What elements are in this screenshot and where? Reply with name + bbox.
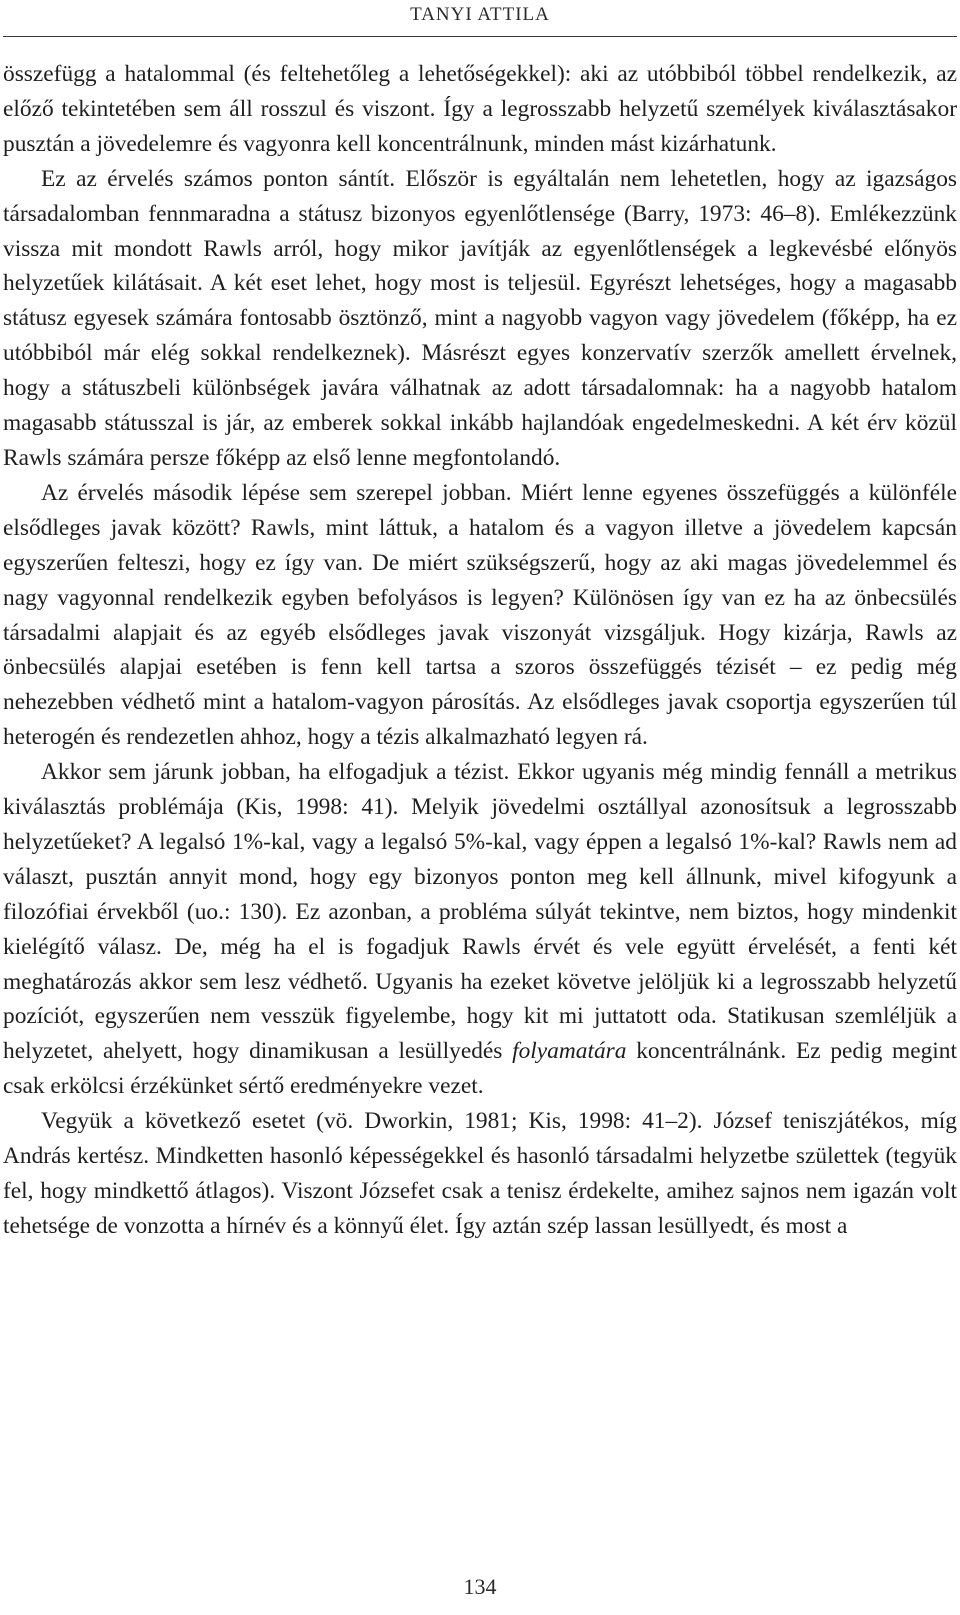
paragraph-4 bbox=[3, 755, 957, 1104]
paragraph-5: Vegyük a következő esetet (vö. Dworkin, 1981; Kis, 1998: 41–2). József teniszjátékos, míg András kertész. Mindketten hasonló képességekkel és hasonló társadalmi helyzetbe születtek (tegyük fel, hogy mindkettő átlagos). Viszont Józsefet csak a tenisz érdekelte, amihez sajnos nem igazán volt tehetsége de vonzotta a hírnév és a könnyű élet. Így aztán szép lassan lesüllyedt, és most a bbox=[3, 1108, 957, 1239]
paragraph-3: Az érvelés második lépése sem szerepel jobban. Miért lenne egyenes összefüggés a különféle elsődleges javak között? Rawls, mint láttuk, a hatalom és a vagyon illetve a jövedelem kapcsán egyszerűen felteszi, hogy ez így van. De miért szükségszerű, hogy az aki magas jövedelemmel és nagy vagyonnal rendelkezik egyben befolyásos is legyen? Különösen így van ez ha az önbecsülés társadalmi alapjait és az egyéb elsődleges javak viszonyát vizsgáljuk. Hogy kizárja, Rawls az önbecsülés alapjai esetében is fenn kell tartsa a szoros összefüggés tézisét – ez pedig még nehezebben védhető mint a hatalom-vagyon párosítás. Az elsődleges javak csoportja egyszerűen túl heterogén és rendezetlen ahhoz, hogy a tézis alkalmazható legyen rá. bbox=[3, 479, 957, 751]
paragraph-2: Ez az érvelés számos ponton sántít. Először is egyáltalán nem lehetetlen, hogy az igazságos társadalomban fennmaradna a státusz bizonyos egyenlőtlensége (Barry, 1973: 46–8). Emlékezzünk vissza mit mondott Rawls arról, hogy mikor javítják az egyenlőtlenségek a legkevésbé előnyös helyzetűek kilátásait. A két eset lehet, hogy most is teljesül. Egyrészt lehetséges, hogy a magasabb státusz egyesek számára fontosabb ösztönző, mint a nagyobb vagyon vagy jövedelem (főképp, ha ez utóbbiból már elég sokkal rendelkeznek). Másrészt egyes konzervatív szerzők amellett érvelnek, hogy a státuszbeli különbségek javára válhatnak az adott társadalomnak: ha a nagyobb hatalom magasabb státusszal is jár, az emberek sokkal inkább hajlandóak engedelmeskedni. A két érv közül Rawls számára persze főképp az első lenne megfontolandó. bbox=[3, 165, 957, 471]
running-head: TANYI ATTILA bbox=[410, 4, 550, 25]
body-text bbox=[3, 57, 957, 1244]
paragraph-1: összefügg a hatalommal (és feltehetőleg a lehetőségekkel): aki az utóbbiból többel rendelkezik, az előző tekintetében sem áll rosszul és viszont. Így a legrosszabb helyzetű személyek kiválasztásakor pusztán a jövedelemre és vagyonra kell koncentrálnunk, minden mást kizárhatunk. bbox=[3, 61, 957, 157]
page-number: 134 bbox=[463, 1574, 497, 1599]
paragraph-4-text: Akkor sem járunk jobban, ha elfogadjuk a tézist. Ekkor ugyanis még mindig fennáll a metrikus kiválasztás problémája (Kis, 1998: 41). Melyik jövedelmi osztállyal azonosítsuk a legrosszabb helyzetűeket? A legalsó 1%-kal, vagy a legalsó 5%-kal, vagy éppen a legalsó 1%-kal? Rawls nem ad választ, pusztán annyit mond, hogy egy bizonyos ponton meg kell állnunk, mivel kifogyunk a filozófiai érvekből (uo.: 130). Ez azonban, a probléma súlyát tekintve, nem biztos, hogy mindenkit kielégítő válasz. De, még ha el is fogadjuk Rawls érvét és vele együtt érvelését, a fenti két meghatározás akkor sem lesz védhető. Ugyanis ha ezeket követve jelöljük ki a legrosszabb helyzetű pozíciót, egyszerűen nem vesszük figyelembe, hogy kit mi juttatott oda. Statikusan szemléljük a helyzetet, ahelyett, hogy dinamikusan a lesüllyedés bbox=[3, 759, 957, 1065]
emphasis-folyamatara: folyamatára bbox=[512, 1038, 627, 1065]
header-rule bbox=[3, 36, 957, 37]
paragraph-4-tail: koncentrálnánk. Ez pedig megint csak erkölcsi érzékünket sértő eredményekre vezet. bbox=[3, 1038, 957, 1100]
